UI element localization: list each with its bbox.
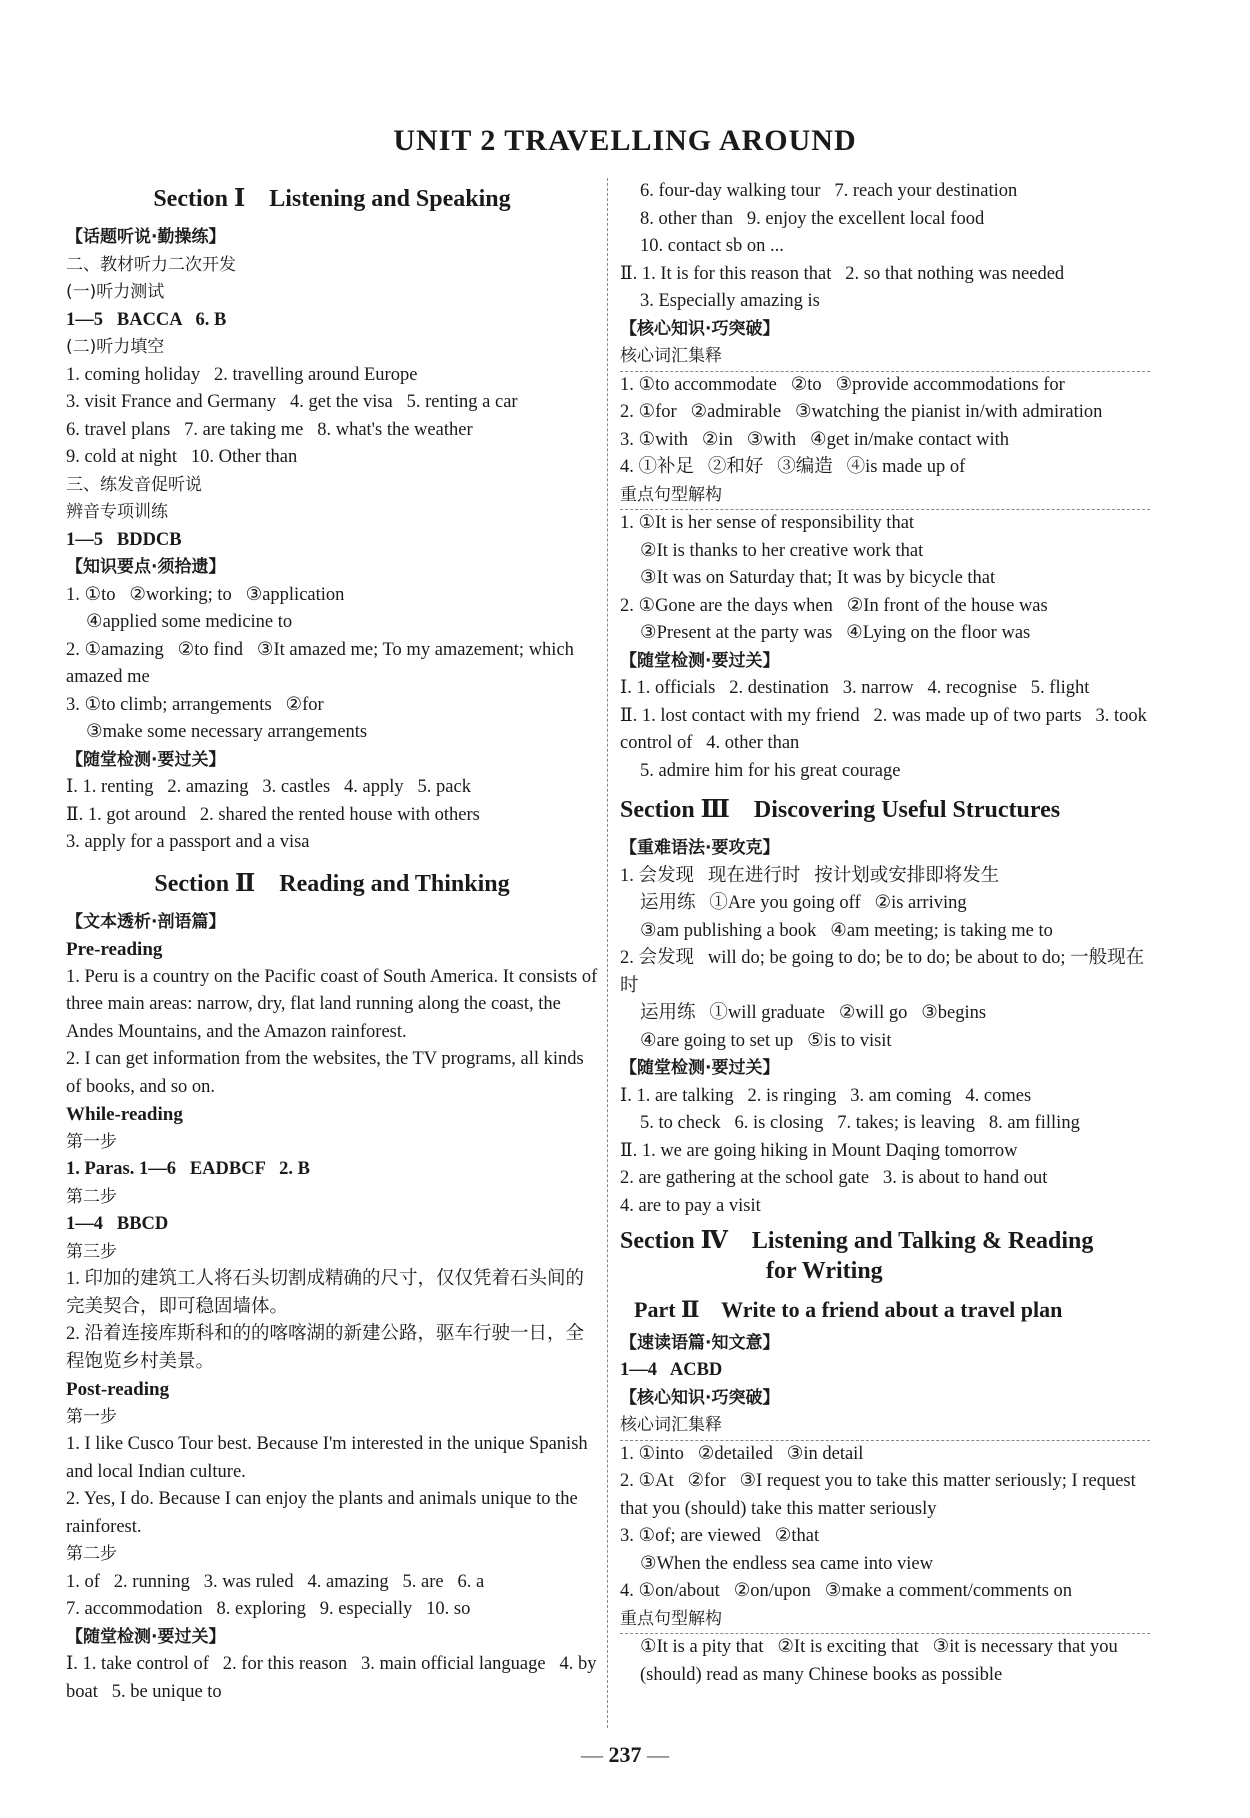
section-heading: Section Ⅰ Listening and Speaking: [153, 186, 511, 212]
answer-line: Ⅰ. 1. take control of 2. for this reason 3. main official language 4. by boat 5. be unique to: [66, 1654, 602, 1702]
page-number-dash: —: [641, 1742, 669, 1767]
sub-heading: 重点句型解构: [620, 482, 1150, 511]
sub-heading: 辨音专项训练: [66, 502, 168, 522]
sub-heading: 核心词汇集释: [620, 1412, 1150, 1441]
answer-line: 1. ①into ②detailed ③in detail: [620, 1443, 864, 1464]
answer-line: ③It was on Saturday that; It was by bicycle that: [640, 568, 996, 588]
block-heading: 【速读语篇·知文意】: [620, 1332, 780, 1353]
answer-line: 5. to check 6. is closing 7. takes; is leaving 8. am filling: [640, 1113, 1080, 1133]
answer-line: 3. apply for a passport and a visa: [66, 832, 310, 852]
answer-line: ②It is thanks to her creative work that: [640, 540, 924, 561]
answer-line: 3. visit France and Germany 4. get the visa 5. renting a car: [66, 392, 518, 412]
answer-line: 1. 印加的建筑工人将石头切割成精确的尺寸，仅仅凭着石头间的完美契合，即可稳固墙体。: [66, 1269, 585, 1317]
answer-line: 1—5 BACCA 6. B: [66, 309, 227, 330]
answer-line: 2. 会发现 will do; be going to do; be to do; be about to do; 一般现在时: [620, 948, 1145, 996]
answer-line: 2. ①Gone are the days when ②In front of the house was: [620, 595, 1048, 616]
answer-line: Ⅰ. 1. officials 2. destination 3. narrow 4. recognise 5. flight: [620, 678, 1090, 698]
answer-line: Ⅱ. 1. lost contact with my friend 2. was made up of two parts 3. took control of 4. other than: [620, 705, 1152, 753]
step-heading: 第二步: [66, 1544, 117, 1564]
answer-line: 8. other than 9. enjoy the excellent local food: [640, 208, 985, 229]
answer-line: 1. Paras. 1—6 EADBCF 2. B: [66, 1159, 310, 1179]
answer-line: 2. ①At ②for ③I request you to take this matter seriously; I request that you (should) take this matter seriously: [620, 1471, 1141, 1519]
answer-line: 1—5 BDDCB: [66, 529, 182, 550]
block-heading: 【随堂检测·要过关】: [66, 1626, 226, 1647]
answer-line: Ⅰ. 1. are talking 2. is ringing 3. am coming 4. comes: [620, 1085, 1032, 1106]
sub-heading: 核心词汇集释: [620, 343, 1150, 372]
answer-line: 运用练 ①Are you going off ②is arriving: [640, 893, 967, 913]
section-heading: for Writing: [766, 1258, 883, 1284]
answer-line: 5. admire him for his great courage: [640, 760, 901, 781]
block-heading: 【知识要点·须拾遗】: [66, 557, 226, 577]
answer-line: 4. ①补足 ②和好 ③编造 ④is made up of: [620, 457, 966, 477]
answer-line: 4. are to pay a visit: [620, 1195, 761, 1216]
answer-line: 2. ①for ②admirable ③watching the pianist in/with admiration: [620, 402, 1103, 422]
sub-heading: 二、教材听力二次开发: [66, 254, 236, 275]
answer-line: ④applied some medicine to: [86, 612, 293, 632]
step-heading: 第三步: [66, 1241, 117, 1262]
answer-line: 1. 会发现 现在进行时 按计划或安排即将发生: [620, 865, 1000, 886]
part-heading: Part Ⅱ Write to a friend about a travel plan: [634, 1297, 1063, 1322]
step-heading: 第二步: [66, 1186, 117, 1207]
answer-line: 2. Yes, I do. Because I can enjoy the plants and animals unique to the rainforest.: [66, 1489, 583, 1537]
answer-line: 4. ①on/about ②on/upon ③make a comment/comments on: [620, 1581, 1073, 1601]
answer-line: Ⅱ. 1. got around 2. shared the rented house with others: [66, 804, 480, 825]
answer-line: 1. ①It is her sense of responsibility that: [620, 513, 915, 533]
right-column: [620, 178, 1150, 1689]
answer-line: 1. coming holiday 2. travelling around Europe: [66, 364, 418, 385]
block-heading: 【随堂检测·要过关】: [620, 1058, 780, 1078]
stage-heading: Post-reading: [66, 1379, 170, 1400]
answer-line: 1. ①to ②working; to ③application: [66, 584, 345, 605]
answer-line: 9. cold at night 10. Other than: [66, 447, 298, 467]
step-heading: 第一步: [66, 1406, 117, 1427]
answer-line: ③make some necessary arrangements: [86, 722, 368, 742]
answer-line: 3. Especially amazing is: [640, 291, 820, 311]
answer-line: Ⅱ. 1. we are going hiking in Mount Daqing tomorrow: [620, 1140, 1018, 1161]
answer-line: ③When the endless sea came into view: [640, 1553, 933, 1574]
answer-line: 运用练 ①will graduate ②will go ③begins: [640, 1003, 987, 1023]
answer-line: Ⅱ. 1. It is for this reason that 2. so that nothing was needed: [620, 263, 1065, 284]
answer-line: 3. ①of; are viewed ②that: [620, 1526, 820, 1546]
answer-line: ①It is a pity that ②It is exciting that ③it is necessary that you (should) read as many Chinese books as possible: [640, 1637, 1123, 1685]
block-heading: 【核心知识·巧突破】: [620, 1387, 780, 1408]
answer-line: ④are going to set up ⑤is to visit: [640, 1030, 892, 1051]
step-heading: 第一步: [66, 1131, 117, 1152]
block-heading: 【核心知识·巧突破】: [620, 318, 780, 339]
page-number-value: 237: [608, 1742, 642, 1767]
stage-heading: Pre-reading: [66, 939, 163, 960]
section-heading: Section Ⅱ Reading and Thinking: [154, 870, 510, 897]
answer-line: 6. travel plans 7. are taking me 8. what's the weather: [66, 419, 473, 440]
page-number-dash: —: [581, 1742, 609, 1767]
answer-line: 2. I can get information from the websites, the TV programs, all kinds of books, and so on.: [66, 1049, 589, 1097]
block-heading: 【话题听说·勤操练】: [66, 227, 226, 247]
sub-heading: (二)听力填空: [66, 337, 165, 357]
answer-line: 6. four-day walking tour 7. reach your destination: [640, 181, 1018, 201]
page-number: [0, 1742, 1250, 1768]
sub-heading: 重点句型解构: [620, 1606, 1150, 1635]
answer-line: ③Present at the party was ④Lying on the floor was: [640, 623, 1031, 643]
block-heading: 【随堂检测·要过关】: [620, 650, 780, 671]
section-heading: Section Ⅳ Listening and Talking & Reading: [620, 1228, 1094, 1254]
answer-line: 10. contact sb on ...: [640, 236, 784, 256]
sub-heading: 三、练发音促听说: [66, 474, 202, 495]
sub-heading: (一)听力测试: [66, 282, 165, 302]
answer-line: ③am publishing a book ④am meeting; is taking me to: [640, 920, 1053, 941]
section-heading: Section Ⅲ Discovering Useful Structures: [620, 797, 1061, 823]
unit-title: UNIT 2 TRAVELLING AROUND: [393, 124, 857, 157]
stage-heading: While-reading: [66, 1104, 183, 1125]
answer-line: 7. accommodation 8. exploring 9. especially 10. so: [66, 1599, 471, 1619]
column-divider: [607, 178, 608, 1728]
answer-line: 2. 沿着连接库斯科和的的喀喀湖的新建公路，驱车行驶一日，全程饱览乡村美景。: [66, 1324, 585, 1372]
answer-line: 1—4 ACBD: [620, 1360, 723, 1380]
answer-line: 1—4 BBCD: [66, 1214, 169, 1234]
answer-line: 1. of 2. running 3. was ruled 4. amazing 5. are 6. a: [66, 1571, 485, 1592]
block-heading: 【重难语法·要攻克】: [620, 838, 780, 858]
answer-line: 2. are gathering at the school gate 3. is about to hand out: [620, 1168, 1048, 1188]
answer-line: 1. ①to accommodate ②to ③provide accommodations for: [620, 374, 1065, 395]
answer-line: Ⅰ. 1. renting 2. amazing 3. castles 4. apply 5. pack: [66, 777, 471, 797]
left-column: [66, 178, 602, 1706]
answer-line: 3. ①to climb; arrangements ②for: [66, 694, 324, 715]
answer-line: 2. ①amazing ②to find ③It amazed me; To my amazement; which amazed me: [66, 639, 579, 687]
block-heading: 【随堂检测·要过关】: [66, 749, 226, 770]
answer-line: 1. Peru is a country on the Pacific coast of South America. It consists of three main areas: narrow, dry, flat land running along the coast, the Andes Mountains, and the Amazon rainforest.: [66, 966, 602, 1042]
block-heading: 【文本透析·剖语篇】: [66, 911, 226, 932]
answer-line: 1. I like Cusco Tour best. Because I'm interested in the unique Spanish and local Indian culture.: [66, 1434, 593, 1482]
answer-line: 3. ①with ②in ③with ④get in/make contact with: [620, 429, 1010, 450]
